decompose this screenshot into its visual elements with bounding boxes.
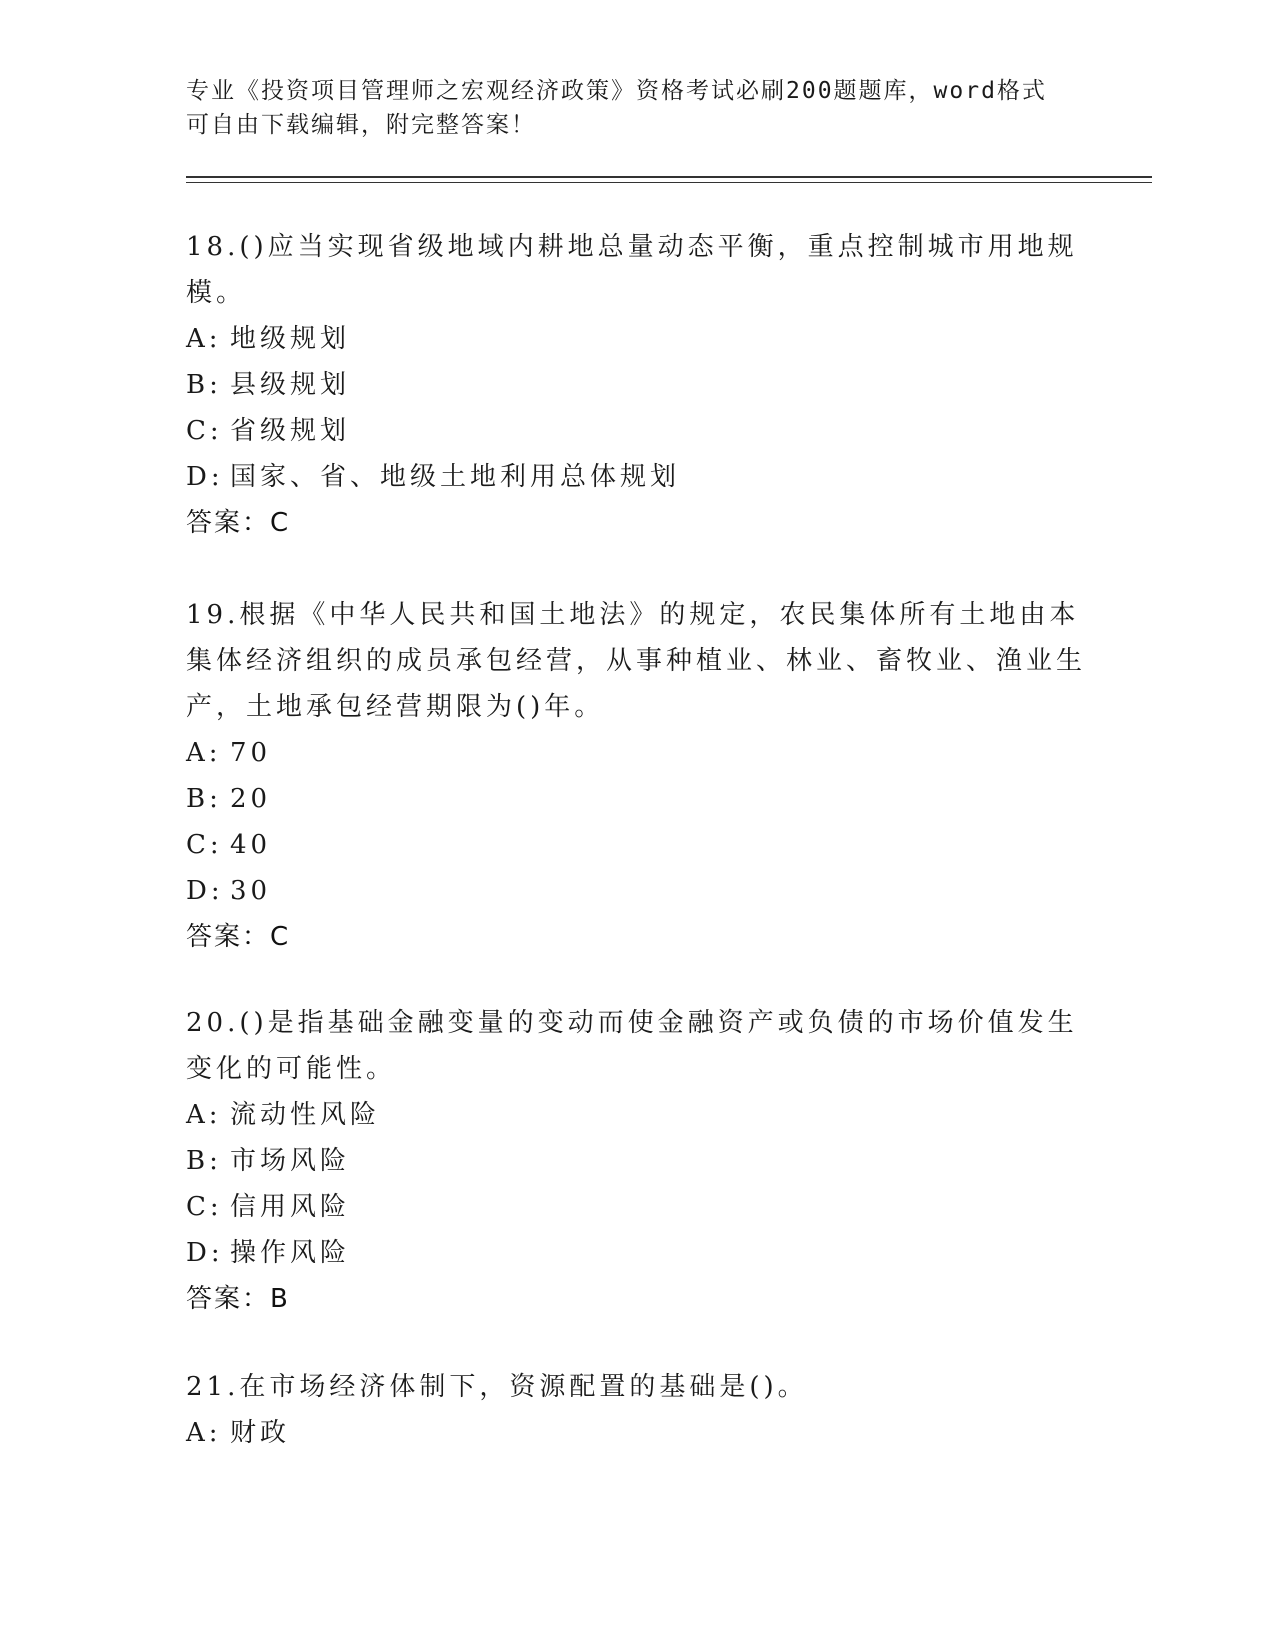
question-19 xyxy=(186,592,1086,960)
option-c xyxy=(186,1184,1086,1230)
option-text: 信用风险 xyxy=(230,1192,351,1222)
option-key: D: xyxy=(186,1238,224,1268)
option-d xyxy=(186,454,1086,500)
option-b xyxy=(186,776,1086,822)
option-key: A: xyxy=(186,1418,222,1448)
option-text: 30 xyxy=(230,876,272,906)
option-c xyxy=(186,822,1086,868)
option-text: 县级规划 xyxy=(230,370,351,400)
option-text: 流动性风险 xyxy=(230,1100,381,1130)
option-key: B: xyxy=(186,1146,222,1176)
header-divider-thin xyxy=(186,182,1152,183)
answer-line: 答案：C xyxy=(186,922,291,952)
option-key: A: xyxy=(186,1100,222,1130)
option-key: C: xyxy=(186,1192,223,1222)
option-text: 40 xyxy=(230,830,272,860)
question-20 xyxy=(186,1000,1086,1322)
option-key: A: xyxy=(186,738,222,768)
option-text: 70 xyxy=(230,738,272,768)
option-text: 市场风险 xyxy=(230,1146,351,1176)
question-21 xyxy=(186,1364,1086,1456)
answer-line: 答案：B xyxy=(186,1284,290,1314)
option-d xyxy=(186,868,1086,914)
option-b xyxy=(186,362,1086,408)
answer-line: 答案：C xyxy=(186,508,291,538)
option-d xyxy=(186,1230,1086,1276)
option-text: 国家、省、地级土地利用总体规划 xyxy=(230,462,681,492)
question-stem: 18.()应当实现省级地域内耕地总量动态平衡，重点控制城市用地规模。 xyxy=(186,232,1078,308)
option-key: B: xyxy=(186,784,222,814)
option-text: 20 xyxy=(230,784,272,814)
option-text: 省级规划 xyxy=(230,416,351,446)
option-c xyxy=(186,408,1086,454)
option-key: A: xyxy=(186,324,222,354)
option-a xyxy=(186,1410,1086,1456)
option-key: C: xyxy=(186,830,223,860)
question-18 xyxy=(186,224,1086,546)
question-stem: 21.在市场经济体制下，资源配置的基础是()。 xyxy=(186,1372,808,1402)
option-key: C: xyxy=(186,416,223,446)
option-text: 地级规划 xyxy=(230,324,351,354)
header-divider-thick xyxy=(186,176,1152,178)
option-key: D: xyxy=(186,876,224,906)
option-key: B: xyxy=(186,370,222,400)
option-a xyxy=(186,730,1086,776)
option-text: 操作风险 xyxy=(230,1238,351,1268)
option-key: D: xyxy=(186,462,224,492)
option-a xyxy=(186,1092,1086,1138)
document-header: 专业《投资项目管理师之宏观经济政策》资格考试必刷200题题库，word格式可自由下载编辑，附完整答案！ xyxy=(186,78,1047,138)
option-b xyxy=(186,1138,1086,1184)
question-stem: 20.()是指基础金融变量的变动而使金融资产或负债的市场价值发生变化的可能性。 xyxy=(186,1008,1078,1084)
question-stem: 19.根据《中华人民共和国土地法》的规定，农民集体所有土地由本集体经济组织的成员承包经营，从事种植业、林业、畜牧业、渔业生产，土地承包经营期限为()年。 xyxy=(186,600,1087,722)
option-a xyxy=(186,316,1086,362)
option-text: 财政 xyxy=(230,1418,291,1448)
